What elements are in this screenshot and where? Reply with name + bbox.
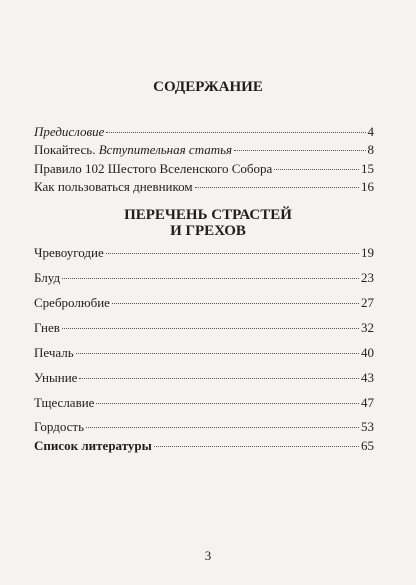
toc-entry-page: 15 bbox=[361, 161, 374, 176]
toc-entry-title: Гордость bbox=[34, 419, 85, 434]
toc-entry-title: Чревоугодие bbox=[34, 245, 104, 260]
toc-entry-anger bbox=[34, 319, 374, 337]
toc-entry-gluttony bbox=[34, 244, 374, 262]
dot-leader bbox=[96, 403, 359, 404]
toc-entry-title: Уныние bbox=[34, 370, 78, 385]
dot-leader bbox=[106, 132, 365, 133]
toc-entry-vainglory bbox=[34, 394, 374, 412]
toc-entry-page: 40 bbox=[361, 345, 374, 360]
toc-entry-title: Покайтесь. Вступительная статья bbox=[34, 142, 233, 157]
toc-entry-page: 19 bbox=[361, 245, 374, 260]
toc-entry-title: Печаль bbox=[34, 345, 74, 360]
toc-entry-title: Блуд bbox=[34, 270, 61, 285]
dot-leader bbox=[112, 303, 359, 304]
dot-leader bbox=[62, 328, 359, 329]
dot-leader bbox=[86, 427, 359, 428]
toc-entry-despondency bbox=[34, 369, 374, 387]
dot-leader bbox=[62, 278, 359, 279]
toc-entry-title: Список литературы bbox=[34, 438, 152, 453]
dot-leader bbox=[274, 169, 359, 170]
toc-entry-bibliography bbox=[34, 437, 374, 455]
toc-entry-page: 32 bbox=[361, 320, 374, 335]
toc-entry-page: 23 bbox=[361, 270, 374, 285]
dot-leader bbox=[79, 378, 359, 379]
toc-entry-page: 16 bbox=[361, 179, 374, 194]
toc-entry-page: 47 bbox=[361, 395, 374, 410]
passions-heading-line2: И ГРЕХОВ bbox=[170, 223, 246, 239]
toc-entry-preface bbox=[34, 123, 374, 141]
toc-entry-page: 53 bbox=[361, 419, 374, 434]
passions-heading-line1: ПЕРЕЧЕНЬ СТРАСТЕЙ bbox=[124, 207, 292, 223]
toc-entry-sorrow bbox=[34, 344, 374, 362]
toc-entry-page: 43 bbox=[361, 370, 374, 385]
page-number: 3 bbox=[204, 548, 212, 563]
toc-entry-title: Тщеславие bbox=[34, 395, 95, 410]
toc-entry-page: 4 bbox=[367, 124, 374, 139]
toc-entry-title: Сребролюбие bbox=[34, 295, 110, 310]
toc-entry-title: Гнев bbox=[34, 320, 60, 335]
dot-leader bbox=[234, 150, 365, 151]
toc-entry-how-to-use bbox=[34, 178, 374, 196]
toc-entry-repent bbox=[34, 141, 374, 159]
dot-leader bbox=[154, 446, 359, 447]
toc-entry-page: 27 bbox=[361, 295, 374, 310]
toc-entry-title: Предисловие bbox=[34, 124, 105, 139]
toc-entry-title: Как пользоваться дневником bbox=[34, 179, 193, 194]
dot-leader bbox=[106, 253, 359, 254]
toc-entry-pride bbox=[34, 418, 374, 436]
toc-entry-rule-102 bbox=[34, 160, 374, 178]
dot-leader bbox=[195, 187, 359, 188]
toc-entry-page: 65 bbox=[361, 438, 374, 453]
toc-entry-fornication bbox=[34, 269, 374, 287]
toc-entry-page: 8 bbox=[367, 142, 374, 157]
contents-heading: СОДЕРЖАНИЕ bbox=[153, 79, 263, 95]
toc-entry-title: Правило 102 Шестого Вселенского Собора bbox=[34, 161, 273, 176]
toc-entry-avarice bbox=[34, 294, 374, 312]
dot-leader bbox=[76, 353, 359, 354]
